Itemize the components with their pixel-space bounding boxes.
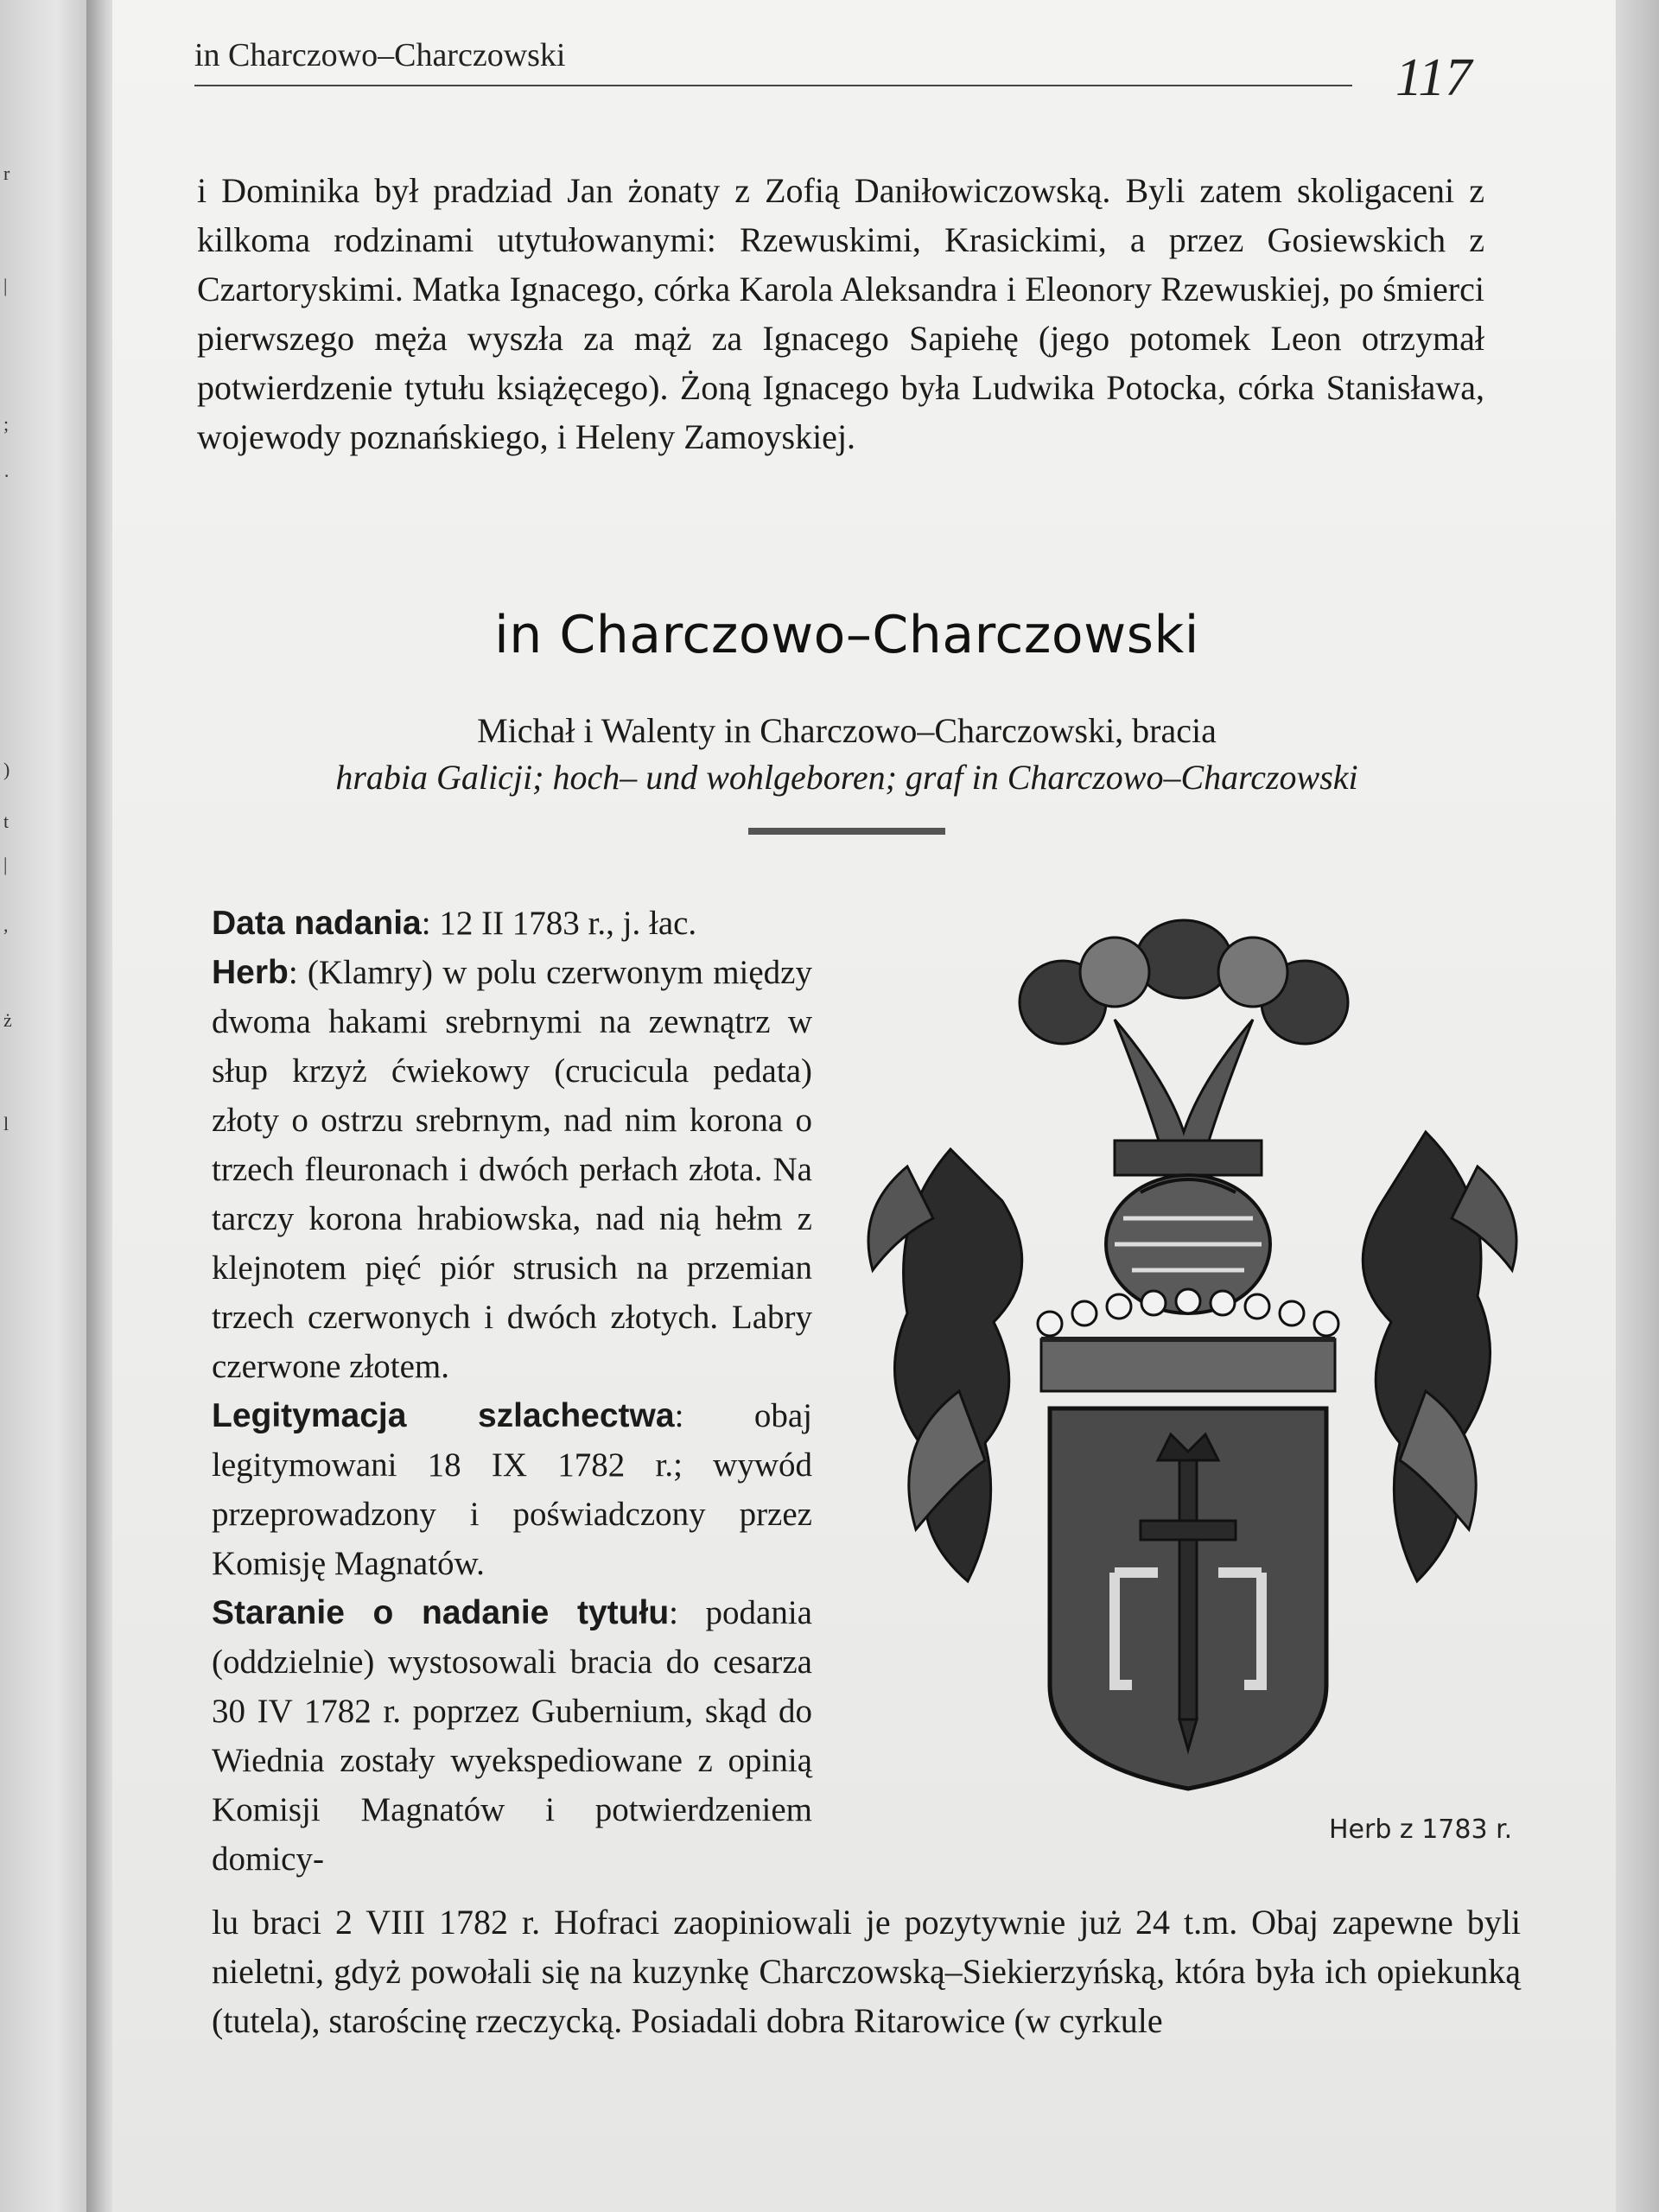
running-head: in Charczowo–Charczowski <box>194 37 566 73</box>
page-number: 117 <box>1395 48 1472 107</box>
section-subtitle: Michał i Walenty in Charczowo–Charczowski, bracia <box>477 711 1217 750</box>
entry-label: Staranie o nadanie tytułu <box>212 1594 670 1631</box>
entry-legitymacja <box>212 1391 812 1588</box>
entry-text: : 12 II 1783 r., j. łac. <box>421 905 697 942</box>
top-paragraph: i Dominika był pradziad Jan żonaty z Zofią Daniłowiczowską. Byli zatem skoligaceni z kilkoma rodzinami utytułowanymi: Rzewuskimi, Krasickimi, a przez Gosiewskich z Czartoryskimi. Matka Ignacego, córka Karola Aleksandra i Eleonory Rzewuskiej, po śmierci pierwszego męża wyszła za mąż za Ignacego Sapiehę (jego potomek Leon otrzymał potwierdzenie tytułu książęcego). Żoną Ignacego była Ludwika Potocka, córka Stanisława, wojewody poznańskiego, i Heleny Zamoyskiej. <box>197 171 1484 456</box>
entry-text: : (Klamry) w polu czerwonym między dwoma hakami srebrnymi na zewnątrz w słup krzyż ćwiekowy (crucicula pedata) złoty o ostrzu srebrnym, nad nim korona o trzech fleuronach i dwóch perłach złota. Na tarczy korona hrabiowska, nad nią hełm z klejnotem pięć piór strusich na przemian trzech czerwonych i dwóch złotych. Labry czerwone złotem. <box>212 954 812 1385</box>
entry-text: : obaj legitymowani 18 IX 1782 r.; wywód przeprowadzony i poświadczony przez Komisję Magnatów. <box>212 1397 812 1582</box>
bottom-paragraph: lu braci 2 VIII 1782 r. Hofraci zaopiniowali je pozytywnie już 24 t.m. Obaj zapewne byli nieletni, gdyż powołali się na kuzynkę Charczowską–Siekierzyńską, która była ich opiekunką (tutela), starościnę rzeczycką. Posiadali dobra Ritarowice (w cyrkule <box>212 1903 1521 2040</box>
entry-label: Legitymacja szlachectwa <box>212 1397 675 1434</box>
entry-column <box>212 899 812 1884</box>
title-rule <box>748 828 945 835</box>
entry-data-nadania <box>212 899 812 948</box>
coat-of-arms-image <box>855 907 1529 1806</box>
entry-text: : podania (oddzielnie) wystosowali bracia do cesarza 30 IV 1782 r. poprzez Gubernium, skąd do Wiednia zostały wyekspediowane z opinią Komisji Magnatów i potwierdzeniem domicy- <box>212 1594 812 1878</box>
header-rule <box>194 85 1352 86</box>
page-right-edge <box>1616 0 1659 2212</box>
figure-caption: Herb z 1783 r. <box>1329 1815 1513 1845</box>
entry-label: Herb <box>212 954 289 991</box>
section-title-italic: hrabia Galicji; hoch– und wohlgeboren; graf in Charczowo–Charczowski <box>335 758 1358 797</box>
section-title: in Charczowo–Charczowski <box>494 605 1199 665</box>
entry-herb <box>212 948 812 1391</box>
entry-staranie <box>212 1588 812 1884</box>
entry-label: Data nadania <box>212 905 422 942</box>
